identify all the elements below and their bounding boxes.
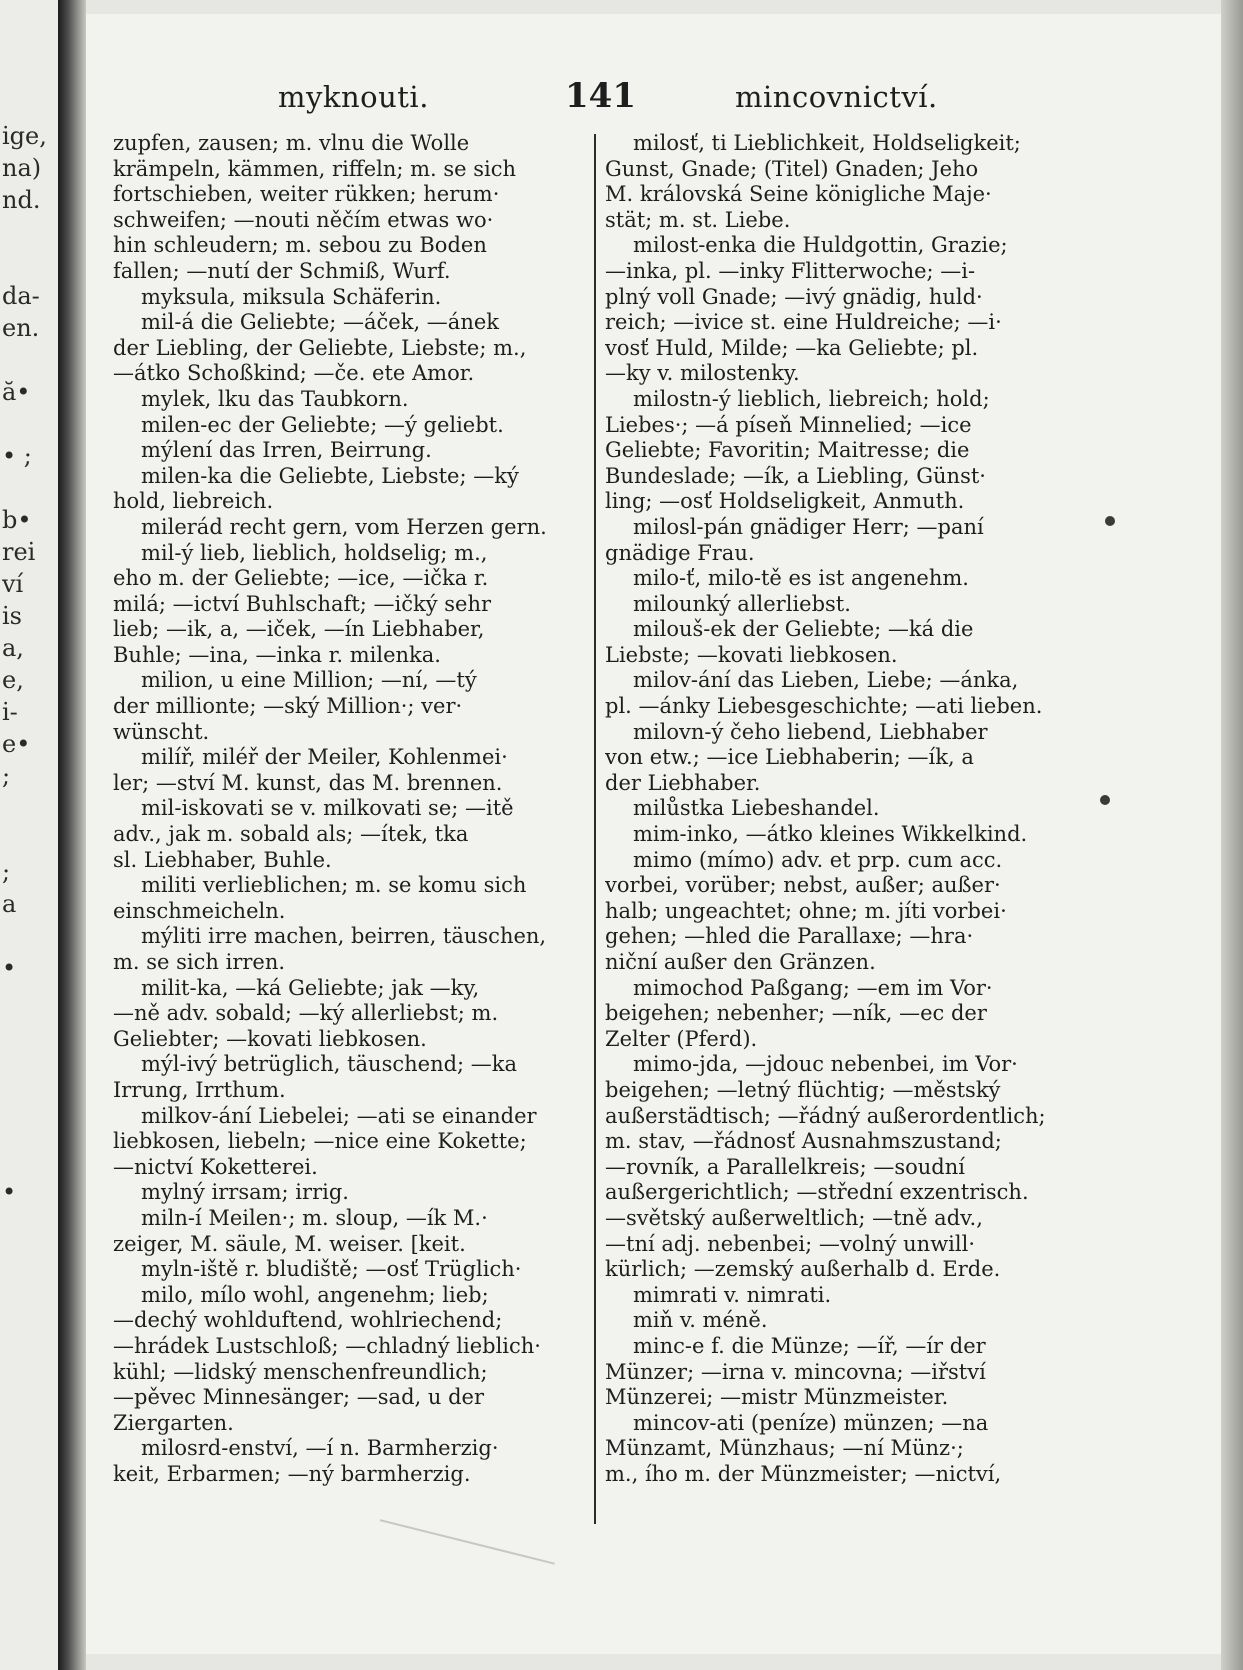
dictionary-line: liebkosen, liebeln; —nice eine Kokette; (113, 1129, 527, 1154)
dictionary-line: milen-ec der Geliebte; —ý geliebt. (141, 412, 504, 437)
dictionary-line: gnädige Frau. (605, 540, 755, 565)
dictionary-line: Bundeslade; —ík, a Liebling, Günst· (605, 463, 986, 488)
dictionary-line: mil-ý lieb, lieblich, holdselig; m., (141, 540, 488, 565)
dictionary-line: beigehen; —letný flüchtig; —městský (605, 1077, 1001, 1102)
dictionary-line: —pěvec Minnesänger; —sad, u der (113, 1385, 484, 1410)
dictionary-line: mylný irrsam; irrig. (141, 1180, 349, 1205)
previous-page-text-fragments (2, 120, 56, 1208)
dictionary-line: niční außer den Gränzen. (605, 950, 876, 974)
page-number: 141 (565, 76, 636, 116)
dictionary-line: Münzamt, Münzhaus; —ní Münz·; (605, 1436, 964, 1461)
dictionary-line: milerád recht gern, vom Herzen gern. (141, 514, 547, 539)
dictionary-line: —átko Schoßkind; —če. ete Amor. (113, 361, 475, 386)
dictionary-line: milost-enka die Huldgottin, Grazie; (633, 233, 1008, 258)
previous-page-fragment: e, (2, 666, 24, 694)
dictionary-line: milo, mílo wohl, angenehm; lieb; (141, 1282, 489, 1307)
previous-page-fragment (2, 216, 56, 248)
dictionary-line: milosl-pán gnädiger Herr; —paní (633, 514, 984, 539)
previous-page-fragment (2, 920, 56, 952)
dictionary-line: Buhle; —ina, —inka r. milenka. (113, 642, 441, 667)
book-spine-shadow (58, 0, 86, 1670)
previous-page-fragment: da- (2, 282, 40, 310)
dictionary-line: M. královská Seine königliche Maje· (605, 182, 992, 207)
dictionary-line: militi verlieblichen; m. se komu sich (141, 873, 527, 898)
dictionary-line: kühl; —lidský menschenfreundlich; (113, 1359, 488, 1384)
previous-page-fragment: ví (2, 570, 24, 598)
dictionary-line: der Liebling, der Geliebte, Liebste; m., (113, 335, 527, 360)
dictionary-line: adv., jak m. sobald als; —ítek, tka (113, 822, 469, 847)
left-column (113, 131, 590, 1487)
dictionary-line: der millionte; —ský Million·; ver· (113, 694, 463, 719)
previous-page-fragment: ; (2, 762, 11, 790)
previous-page-fragment: b• (2, 506, 32, 534)
dictionary-line: Münzerei; —mistr Münzmeister. (605, 1385, 949, 1410)
dictionary-line: —inka, pl. —inky Flitterwoche; —i- (605, 258, 976, 283)
dictionary-line: ler; —ství M. kunst, das M. brennen. (113, 770, 503, 795)
dictionary-line: schweifen; —nouti něčím etwas wo· (113, 207, 494, 232)
dictionary-line: —ně adv. sobald; —ký allerliebst; m. (113, 1001, 499, 1026)
previous-page-fragment (2, 792, 56, 824)
dictionary-line: milíř, miléř der Meiler, Kohlenmei· (141, 745, 508, 770)
dictionary-line: mil-á die Geliebte; —áček, —ánek (141, 310, 500, 335)
dictionary-line: hold, liebreich. (113, 489, 274, 514)
dictionary-line: mim-inko, —átko kleines Wikkelkind. (633, 822, 1028, 847)
dictionary-line: keit, Erbarmen; —ný barmherzig. (113, 1461, 471, 1486)
dictionary-line: —hrádek Lustschloß; —chladný lieblich· (113, 1333, 541, 1358)
previous-page-fragment: ; (2, 858, 11, 886)
dictionary-line: sl. Liebhaber, Buhle. (113, 847, 332, 872)
dictionary-line: —světský außerweltlich; —tně adv., (605, 1205, 983, 1230)
previous-page-fragment (2, 408, 56, 440)
dictionary-line: mimochod Paßgang; —em im Vor· (633, 975, 993, 1000)
dictionary-line: halb; ungeachtet; ohne; m. jíti vorbei· (605, 898, 1007, 923)
dictionary-line: außergerichtlich; —střední exzentrisch. (605, 1180, 1029, 1205)
dictionary-line: mýl-ivý betrüglich, täuschend; —ka (141, 1052, 518, 1077)
dictionary-line: milosrd-enství, —í n. Barmherzig· (141, 1436, 499, 1461)
dictionary-line: mimrati v. nimrati. (633, 1282, 832, 1307)
dictionary-line: m. stav, —řádnosť Ausnahmszustand; (605, 1129, 1002, 1154)
ink-speck (1100, 795, 1110, 805)
previous-page-fragment: e• (2, 730, 31, 758)
dictionary-line: reich; —ivice st. eine Huldreiche; —i· (605, 310, 1002, 335)
left-guideword: myknouti. (278, 80, 429, 114)
previous-page-fragment: • (2, 954, 17, 982)
previous-page-fragment: • ; (2, 442, 32, 470)
dictionary-line: zupfen, zausen; m. vlnu die Wolle (113, 131, 470, 155)
dictionary-line: einschmeicheln. (113, 898, 286, 923)
dictionary-line: mýlení das Irren, Beirrung. (141, 438, 432, 463)
previous-page-fragment (2, 344, 56, 376)
previous-page-fragment (2, 824, 56, 856)
previous-page-fragment (2, 1144, 56, 1176)
previous-page-fragment (2, 984, 56, 1016)
dictionary-line: beigehen; nebenher; —ník, —ec der (605, 1001, 987, 1026)
dictionary-line: der Liebhaber. (605, 770, 761, 795)
dictionary-line: lieb; —ik, a, —iček, —ín Liebhaber, (113, 617, 485, 642)
previous-page-edge (0, 0, 58, 1670)
previous-page-fragment (2, 472, 56, 504)
dictionary-line: Liebes·; —á píseň Minnelied; —ice (605, 412, 972, 437)
previous-page-fragment: i- (2, 698, 18, 726)
dictionary-line: Geliebte; Favoritin; Maitresse; die (605, 438, 970, 463)
previous-page-fragment: a (2, 890, 17, 918)
right-guideword: mincovnictví. (735, 80, 938, 114)
dictionary-line: plný voll Gnade; —ivý gnädig, huld· (605, 284, 983, 309)
dictionary-line: eho m. der Geliebte; —ice, —ička r. (113, 566, 489, 591)
previous-page-fragment: en. (2, 314, 40, 342)
page-right-edge (1221, 0, 1243, 1670)
previous-page-fragment (2, 1112, 56, 1144)
dictionary-line: vosť Huld, Milde; —ka Geliebte; pl. (605, 335, 979, 360)
dictionary-line: milostn-ý lieblich, liebreich; hold; (633, 386, 990, 411)
dictionary-line: milá; —ictví Buhlschaft; —ičký sehr (113, 591, 492, 616)
dictionary-line: miň v. méně. (633, 1308, 768, 1333)
dictionary-line: m., ího m. der Münzmeister; —nictví, (605, 1461, 1002, 1486)
dictionary-line: —dechý wohlduftend, wohlriechend; (113, 1308, 503, 1333)
dictionary-line: myksula, miksula Schäferin. (141, 284, 442, 309)
dictionary-line: milo-ť, milo-tě es ist angenehm. (633, 566, 969, 591)
dictionary-line: —nictví Koketterei. (113, 1154, 318, 1179)
dictionary-line: —ky v. milostenky. (605, 361, 800, 386)
previous-page-fragment: rei (2, 538, 36, 566)
ink-speck (1105, 516, 1115, 526)
dictionary-line: milosť, ti Lieblichkeit, Holdseligkeit; (633, 131, 1021, 155)
dictionary-line: pl. —ánky Liebesgeschichte; —ati lieben. (605, 694, 1043, 719)
previous-page-fragment (2, 1048, 56, 1080)
previous-page-fragment: ige, (2, 122, 47, 150)
dictionary-line: milovn-ý čeho liebend, Liebhaber (633, 719, 988, 744)
dictionary-line: Münzer; —irna v. mincovna; —iřství (605, 1359, 986, 1384)
dictionary-line: mincov-ati (peníze) münzen; —na (633, 1410, 989, 1435)
dictionary-line: minc-e f. die Münze; —íř, —ír der (633, 1333, 986, 1358)
dictionary-line: mýliti irre machen, beirren, täuschen, (141, 924, 547, 949)
page-header (200, 66, 1060, 114)
dictionary-line: krämpeln, kämmen, riffeln; m. se sich (113, 156, 517, 181)
dictionary-line: milouš-ek der Geliebte; —ká die (633, 617, 974, 642)
dictionary-line: fortschieben, weiter rükken; herum· (113, 182, 500, 207)
dictionary-line: milit-ka, —ká Geliebte; jak —ky, (141, 975, 480, 1000)
dictionary-line: milov-ání das Lieben, Liebe; —ánka, (633, 668, 1019, 693)
column-divider (594, 134, 596, 1524)
dictionary-line: vorbei, vorüber; nebst, außer; außer· (605, 873, 1001, 898)
previous-page-fragment: is (2, 602, 22, 630)
previous-page-fragment (2, 248, 56, 280)
dictionary-line: mil-iskovati se v. milkovati se; —itě (141, 796, 514, 821)
previous-page-fragment (2, 1080, 56, 1112)
dictionary-line: milen-ka die Geliebte, Liebste; —ký (141, 463, 519, 488)
dictionary-line: mylek, lku das Taubkorn. (141, 386, 409, 411)
dictionary-line: —tní adj. nebenbei; —volný unwill· (605, 1231, 976, 1256)
previous-page-fragment: • (2, 1178, 17, 1206)
dictionary-line: milkov-ání Liebelei; —ati se einander (141, 1103, 537, 1128)
dictionary-line: mimo (mímo) adv. et prp. cum acc. (633, 847, 1003, 872)
dictionary-line: Liebste; —kovati liebkosen. (605, 642, 898, 667)
dictionary-line: gehen; —hled die Parallaxe; —hra· (605, 924, 974, 949)
dictionary-line: Irrung, Irrthum. (113, 1077, 286, 1102)
dictionary-line: wünscht. (113, 719, 210, 744)
dictionary-line: milion, u eine Million; —ní, —tý (141, 668, 477, 693)
dictionary-line: ling; —osť Holdseligkeit, Anmuth. (605, 489, 965, 514)
dictionary-line: von etw.; —ice Liebhaberin; —ík, a (605, 745, 974, 770)
previous-page-fragment (2, 1016, 56, 1048)
previous-page-fragment: a, (2, 634, 24, 662)
dictionary-line: zeiger, M. säule, M. weiser. [keit. (113, 1231, 466, 1256)
dictionary-line: außerstädtisch; —řádný außerordentlich; (605, 1103, 1046, 1128)
previous-page-fragment: ă• (2, 378, 31, 406)
right-column (605, 131, 1083, 1487)
previous-page-fragment: na) (2, 154, 42, 182)
dictionary-line: miln-í Meilen·; m. sloup, —ík M.· (141, 1205, 488, 1230)
dictionary-line: milounký allerliebst. (633, 591, 851, 616)
dictionary-line: hin schleudern; m. sebou zu Boden (113, 233, 487, 258)
dictionary-line: milůstka Liebeshandel. (633, 796, 880, 821)
dictionary-line: stät; m. st. Liebe. (605, 207, 791, 232)
dictionary-line: m. se sich irren. (113, 950, 286, 974)
dictionary-line: kürlich; —zemský außerhalb d. Erde. (605, 1257, 1001, 1282)
dictionary-line: mimo-jda, —jdouc nebenbei, im Vor· (633, 1052, 1018, 1077)
dictionary-line: Zelter (Pferd). (605, 1026, 758, 1051)
dictionary-line: Gunst, Gnade; (Titel) Gnaden; Jeho (605, 156, 979, 181)
dictionary-line: myln-iště r. bludiště; —osť Trüglich· (141, 1257, 522, 1282)
dictionary-line: Ziergarten. (113, 1410, 234, 1435)
dictionary-line: fallen; —nutí der Schmiß, Wurf. (113, 258, 451, 283)
dictionary-line: Geliebter; —kovati liebkosen. (113, 1026, 427, 1051)
dictionary-line: —rovník, a Parallelkreis; —soudní (605, 1154, 965, 1179)
previous-page-fragment: nd. (2, 186, 41, 214)
